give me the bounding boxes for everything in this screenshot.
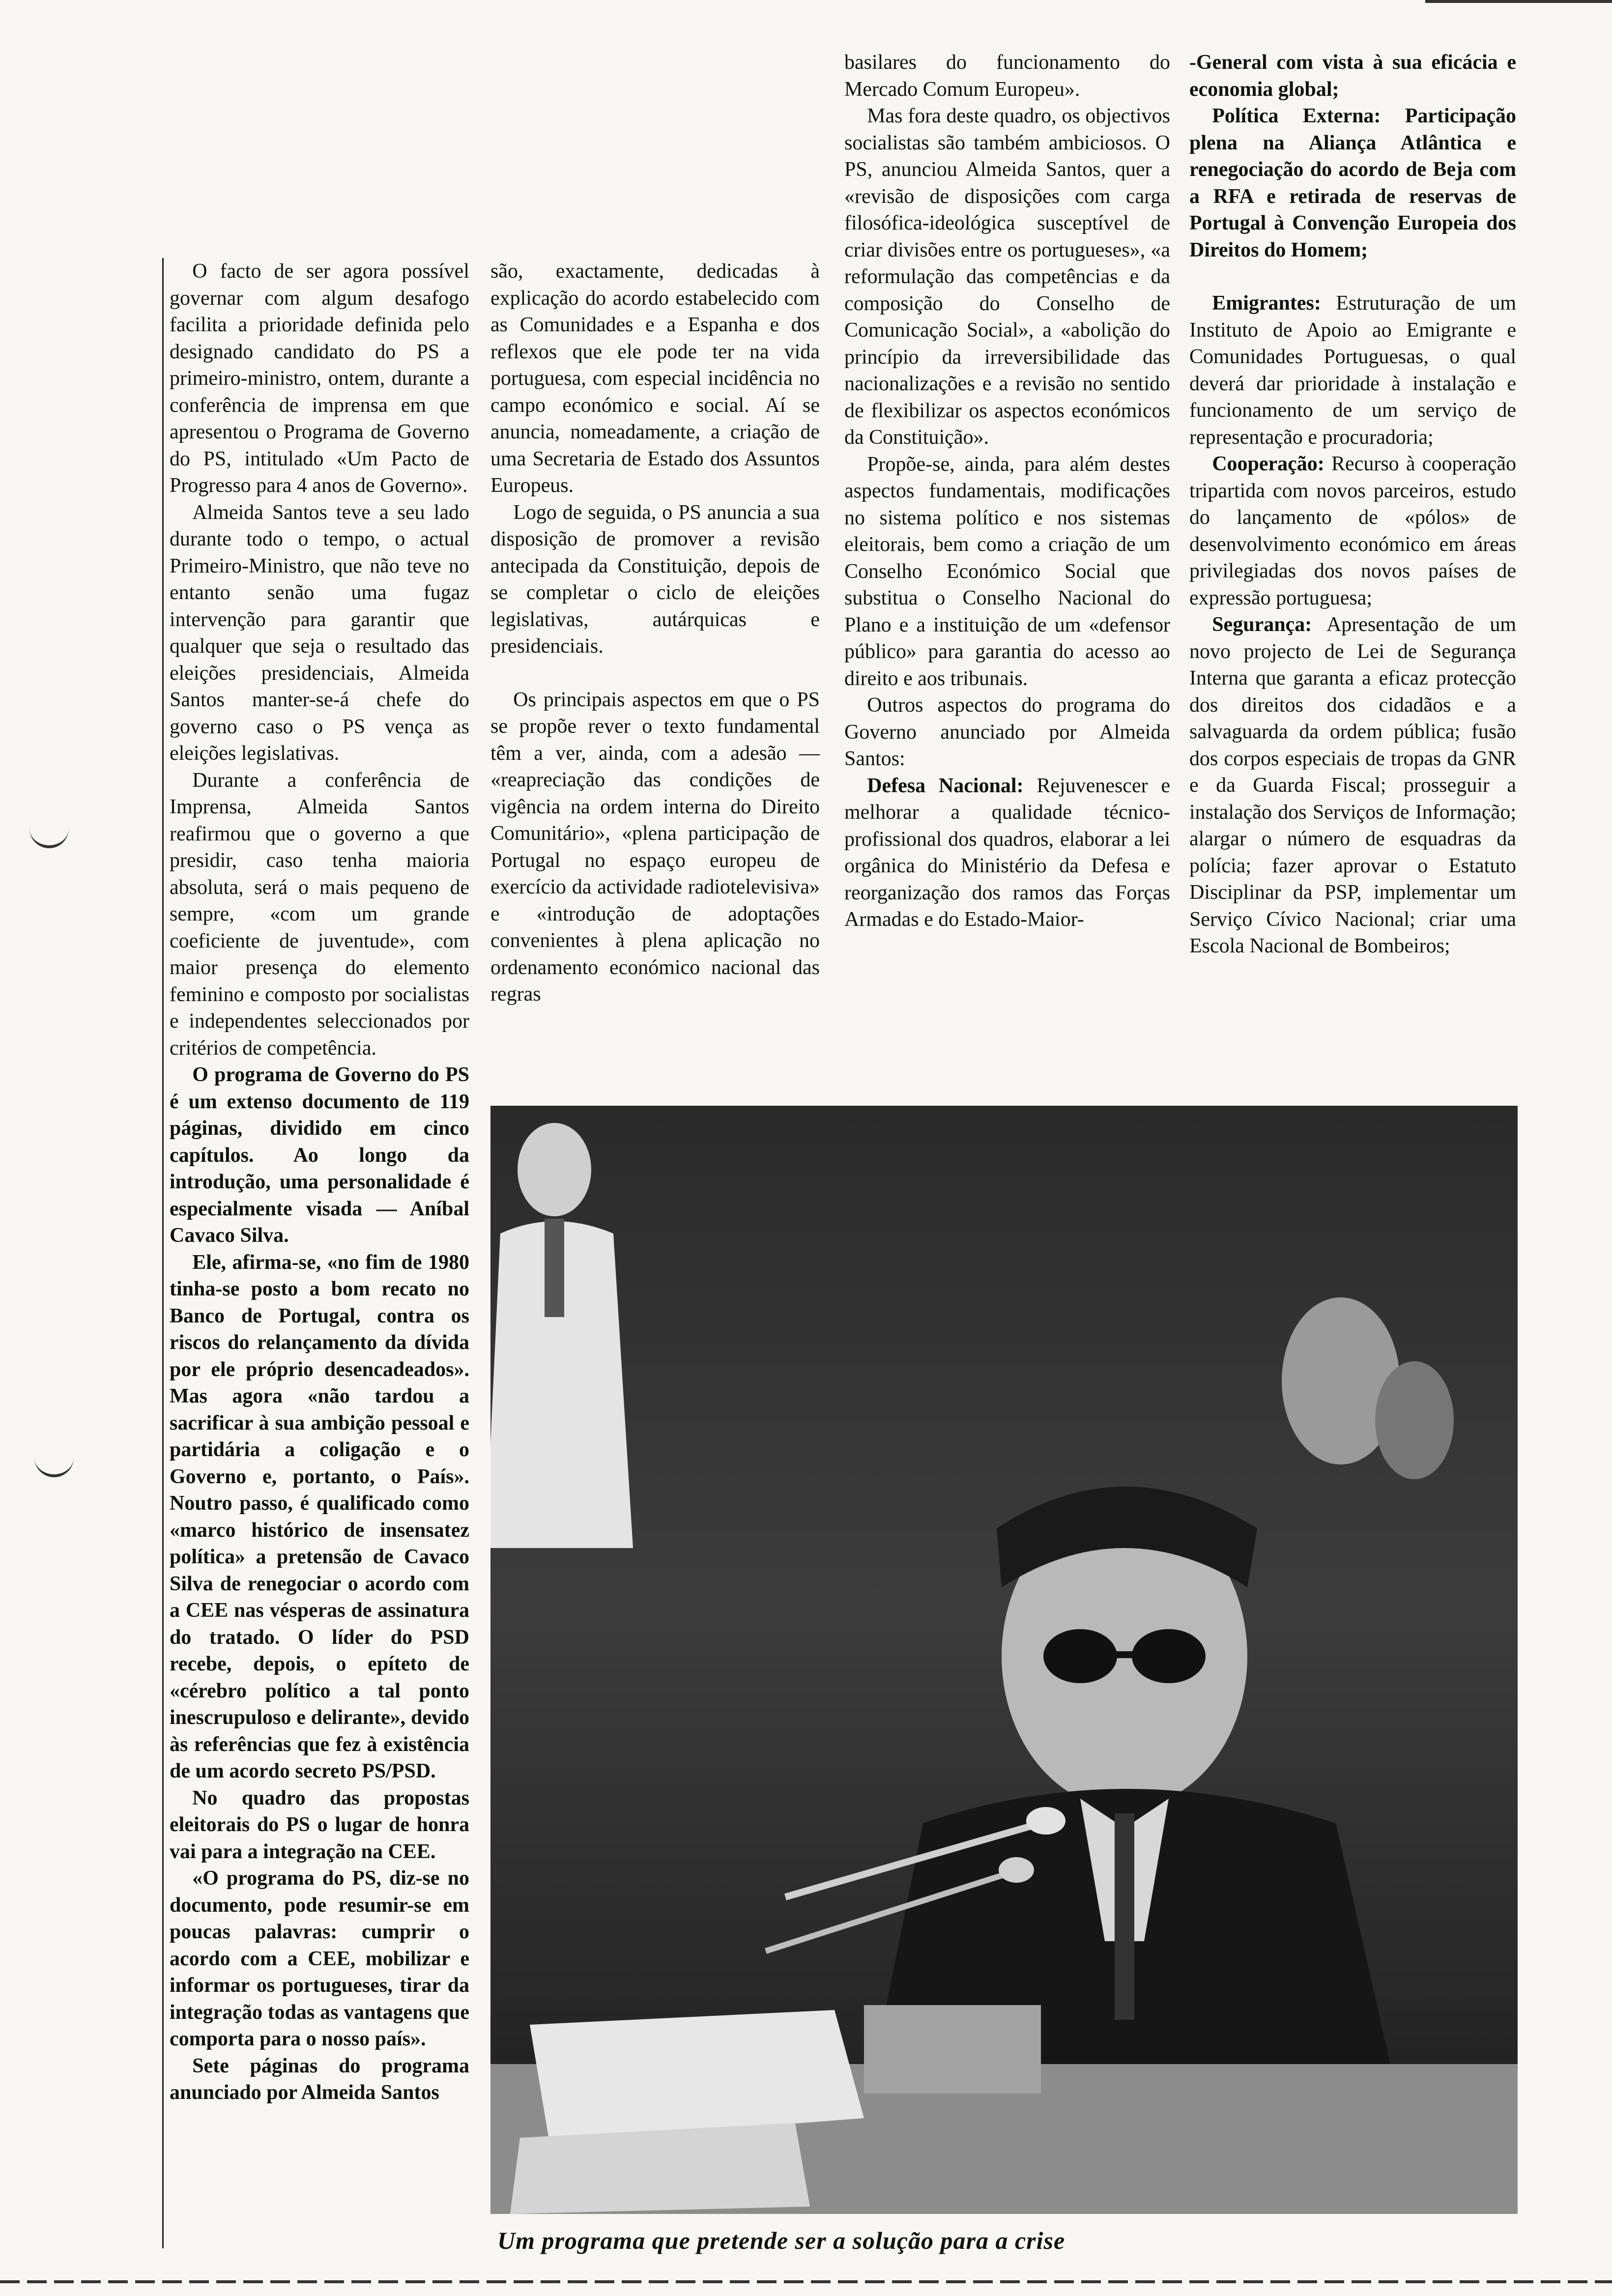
article-column-1 [170,258,469,2106]
section-text: Estruturação de um Instituto de Apoio ao Emigrante e Comunidades Portuguesas, o qual deverá dar prioridade à instalação e funcionamento de um serviço de representação e procuradoria; [1189,292,1517,449]
press-photo [490,1106,1518,2214]
bottom-rule [0,2280,1612,2283]
paragraph-seguranca [1189,611,1516,960]
paragraph: Durante a conferência de Imprensa, Almeida Santos reafirmou que o governo a que presidir, caso tenha maioria absoluta, será o mais pequeno de sempre, «com um grande coeficiente de juventude», com maior presença do elemento feminino e composto por socialistas e independentes seleccionados por critérios de competência. [170,769,469,1060]
paragraph: O programa de Governo do PS é um extenso documento de 119 páginas, dividido em cinco capítulos. Ao longo da introdução, uma personalidade é especialmente visada — Aníbal Cavaco Silva. [170,1063,469,1247]
paragraph: O facto de ser agora possível governar com algum desafogo facilita a prioridade definida pelo designado candidato do PS a primeiro-ministro, ontem, durante a conferência de imprensa em que apresentou o Programa de Governo do PS, intitulado «Um Pacto de Progresso para 4 anos de Governo». [170,260,469,497]
paragraph: Almeida Santos teve a seu lado durante todo o tempo, o actual Primeiro-Ministro, que não teve no entanto senão uma fugaz intervenção para garantir que qualquer que seja o resultado das eleições presidenciais, Almeida Santos manter-se-á chefe do governo caso o PS vença as eleições legislativas. [170,501,469,765]
top-rule [1425,0,1612,3]
paragraph-emigrantes [1189,290,1516,451]
binding-mark [34,1455,74,1477]
paragraph-politica-externa [1189,103,1516,263]
section-label: Política Externa: [1212,105,1381,127]
paragraph: -General com vista à sua eficácia e economia global; [1189,51,1516,101]
article-column-2 [490,258,820,1008]
section-label: Cooperação: [1212,453,1324,475]
paragraph: Outros aspectos do programa do Governo anunciado por Almeida Santos: [844,694,1170,770]
paragraph: No quadro das propostas eleitorais do PS o lugar de honra vai para a integração na CEE. [170,1786,469,1863]
column-rule [162,258,164,2248]
paragraph: Logo de seguida, o PS anuncia a sua disposição de promover a revisão antecipada da Constituição, depois de se completar o ciclo de eleições legislativas, autárquicas e presidenciais. [490,501,820,658]
article-column-3 [844,49,1170,933]
binding-mark [29,826,69,848]
paragraph: basilares do funcionamento do Mercado Comum Europeu». [844,51,1170,101]
section-label: Emigrantes: [1212,292,1321,315]
paragraph: Mas fora deste quadro, os objectivos socialistas são também ambiciosos. O PS, anunciou Almeida Santos, quer a «revisão de disposições com carga filosófica-ideológica susceptível de criar divisões entre os portugueses», «a reformulação das competências e da composição do Conselho de Comunicação Social», a «abolição do princípio da irreversibilidade das nacionalizações e a revisão no sentido de flexibilizar os aspectos económicos da Constituição». [844,105,1170,449]
section-text: Apresentação de um novo projecto de Lei de Segurança Interna que garanta a eficaz protecção dos direitos dos cidadãos e a salvaguarda da ordem pública; fusão dos corpos especiais de tropas da GNR e da Guarda Fiscal; prosseguir a instalação dos Serviços de Informação; alargar o número de esquadras da polícia; fazer aprovar o Estatuto Disciplinar da PSP, implementar um Serviço Cívico Nacional; criar uma Escola Nacional de Bombeiros; [1189,613,1516,957]
paragraph: «O programa do PS, diz-se no documento, pode resumir-se em poucas palavras: cumprir o acordo com a CEE, mobilizar e informar os portugueses, tirar da integração todas as vantagens que comporta para o nosso país». [170,1867,469,2050]
section-text: Participação plena na Aliança Atlântica e renegociação do acordo de Beja com a RFA e retirada de reservas de Portugal à Convenção Europeia dos Direitos do Homem; [1189,105,1516,261]
paragraph-defesa-nacional [844,773,1170,933]
section-label: Segurança: [1212,613,1312,636]
paragraph: Propõe-se, ainda, para além destes aspectos fundamentais, modificações no sistema político e nos sistemas eleitorais, bem como a criação de um Conselho Económico Social que substitua o Conselho Nacional do Plano e a instituição de um «defensor público» para garantia do acesso ao direito e aos tribunais. [844,453,1170,690]
photo-caption: Um programa que pretende ser a solução para a crise [497,2227,1065,2254]
paragraph: Os principais aspectos em que o PS se propõe rever o texto fundamental têm a ver, ainda, com a adesão — «reapreciação das condições de vigência na ordem interna do Direito Comunitário», «plena participação de Portugal no espaço europeu de exercício da actividade radiotelevisiva» e «introdução de adoptações convenientes à plena aplicação no ordenamento económico nacional das regras [490,688,820,1005]
paragraph: Sete páginas do programa anunciado por Almeida Santos [170,2054,469,2104]
paragraph: Ele, afirma-se, «no fim de 1980 tinha-se posto a bom recato no Banco de Portugal, contra os riscos do relançamento da dívida por ele próprio desencadeados». Mas agora «não tardou a sacrificar à sua ambição pessoal e partidária a coligação e o Governo e, portanto, o País». Noutro passo, é qualificado como «marco histórico de insensatez política» a pretensão de Cavaco Silva de renegociar o acordo com a CEE nas vésperas de assinatura do tratado. O líder do PSD recebe, depois, o epíteto de «cérebro político a tal ponto inescrupuloso e delirante», devido às referências que fez à existência de um acordo secreto PS/PSD. [170,1251,469,1782]
paragraph: são, exactamente, dedicadas à explicação do acordo estabelecido com as Comunidades e a Espanha e dos reflexos que ele pode ter na vida portuguesa, com especial incidência no campo económico e social. Aí se anuncia, nomeadamente, a criação de uma Secretaria de Estado dos Assuntos Europeus. [490,260,820,497]
photo-illustration [490,1106,1518,2214]
paragraph-cooperacao [1189,451,1516,611]
article-column-4 [1189,49,1516,960]
section-text: Rejuvenescer e melhorar a qualidade técnico-profissional dos quadros, elaborar a lei orgânica do Ministério da Defesa e reorganização dos ramos das Forças Armadas e do Estado-Maior- [844,774,1170,931]
section-text: Recurso à cooperação tripartida com novos parceiros, estudo do lançamento de «pólos» de desenvolvimento económico em áreas privilegiadas dos novos países de expressão portuguesa; [1189,453,1517,609]
section-label: Defesa Nacional: [867,774,1024,797]
